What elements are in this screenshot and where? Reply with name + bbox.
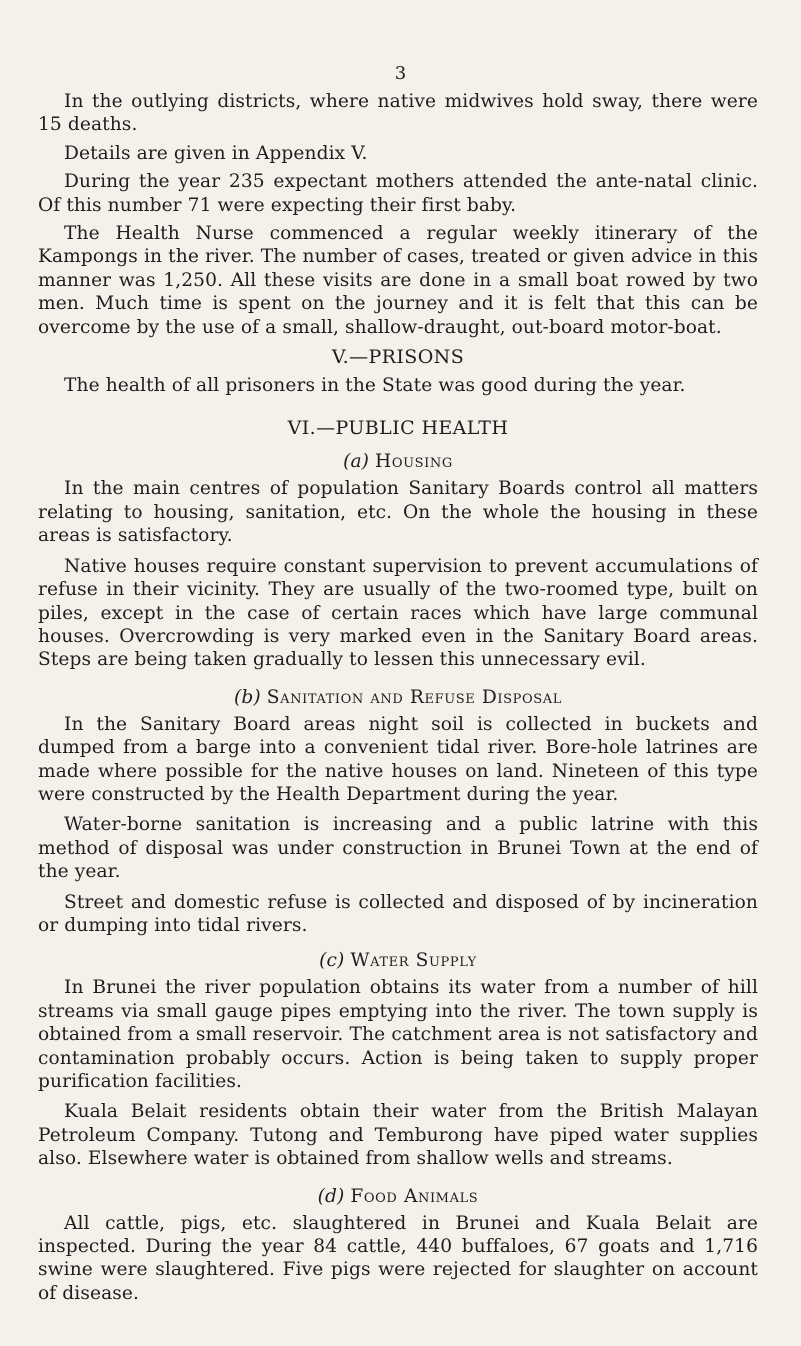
subheading-title: Sanitation and Refuse Disposal bbox=[266, 686, 562, 708]
subheading-title: Food Animals bbox=[350, 1185, 479, 1207]
page-body bbox=[38, 90, 758, 1305]
subheading-water-supply bbox=[38, 949, 758, 972]
section-heading-prisons: V.—PRISONS bbox=[331, 346, 465, 369]
paragraph-health-nurse: The Health Nurse commenced a regular weekly itinerary of the Kampongs in the river. The number of cases, treated or given advice in this manner was 1,250. All these visits are done in a small boat rowed by two men. Much time is spent on the journey and it is felt that this can be overcome by the use of a small, shallow-draught, out-board motor-boat. bbox=[38, 223, 758, 338]
paragraph-kuala-belait-water: Kuala Belait residents obtain their water from the British Malayan Petroleum Company. Tutong and Temburong have piped water supplies also. Elsewhere water is obtained from shallow wells and streams. bbox=[38, 1101, 758, 1170]
subheading-title: Housing bbox=[375, 451, 453, 473]
subheading-letter: (b) bbox=[234, 686, 261, 708]
subheading-housing bbox=[38, 450, 758, 473]
paragraph-water-borne-sanitation: Water-borne sanitation is increasing and a public latrine with this method of disposal was under construction in Brunei Town at the end of the year. bbox=[38, 814, 758, 883]
subheading-letter: (a) bbox=[343, 451, 370, 473]
paragraph-night-soil: In the Sanitary Board areas night soil is collected in buckets and dumped from a barge into a convenient tidal river. Bore-hole latrines are made where possible for the native houses on land. Nineteen of this type were constructed by the Health Department during the year. bbox=[38, 713, 758, 805]
paragraph-prisoners-health: The health of all prisoners in the State was good during the year. bbox=[64, 375, 686, 397]
page-number: 3 bbox=[394, 63, 407, 84]
paragraph-slaughter-inspection: All cattle, pigs, etc. slaughtered in Brunei and Kuala Belait are inspected. During the year 84 cattle, 440 buffaloes, 67 goats and 1,716 swine were slaughtered. Five pigs were rejected for slaughter on account of disease. bbox=[38, 1212, 758, 1304]
paragraph-appendix-reference: Details are given in Appendix V. bbox=[64, 142, 368, 164]
section-heading-public-health: VI.—PUBLIC HEALTH bbox=[287, 417, 509, 440]
paragraph-street-refuse: Street and domestic refuse is collected and disposed of by incineration or dumping into tidal rivers. bbox=[38, 891, 758, 936]
paragraph-brunei-water: In Brunei the river population obtains its water from a number of hill streams via small gauge pipes emptying into the river. The town supply is obtained from a small reservoir. The catchment area is not satisfactory and contamination probably occurs. Action is being taken to supply proper purification facilities. bbox=[38, 977, 758, 1092]
paragraph-housing-control: In the main centres of population Sanitary Boards control all matters relating to housing, sanitation, etc. On the whole the housing in these areas is satisfactory. bbox=[38, 478, 758, 547]
paragraph-native-houses: Native houses require constant supervision to prevent accumulations of refuse in their vicinity. They are usually of the two-roomed type, built on piles, except in the case of certain races which have large communal houses. Overcrowding is very marked even in the Sanitary Board areas. Steps are being taken gradually to lessen this unnecessary evil. bbox=[38, 555, 758, 671]
subheading-letter: (d) bbox=[317, 1185, 345, 1207]
subheading-sanitation bbox=[38, 686, 758, 709]
subheading-title: Water Supply bbox=[350, 950, 477, 972]
paragraph-outlying-deaths: In the outlying districts, where native midwives hold sway, there were 15 deaths. bbox=[38, 91, 758, 136]
paragraph-antenatal-clinic: During the year 235 expectant mothers attended the ante-natal clinic. Of this number 71 were expecting their first baby. bbox=[38, 171, 758, 216]
subheading-letter: (c) bbox=[319, 950, 345, 972]
subheading-food-animals bbox=[38, 1185, 758, 1208]
